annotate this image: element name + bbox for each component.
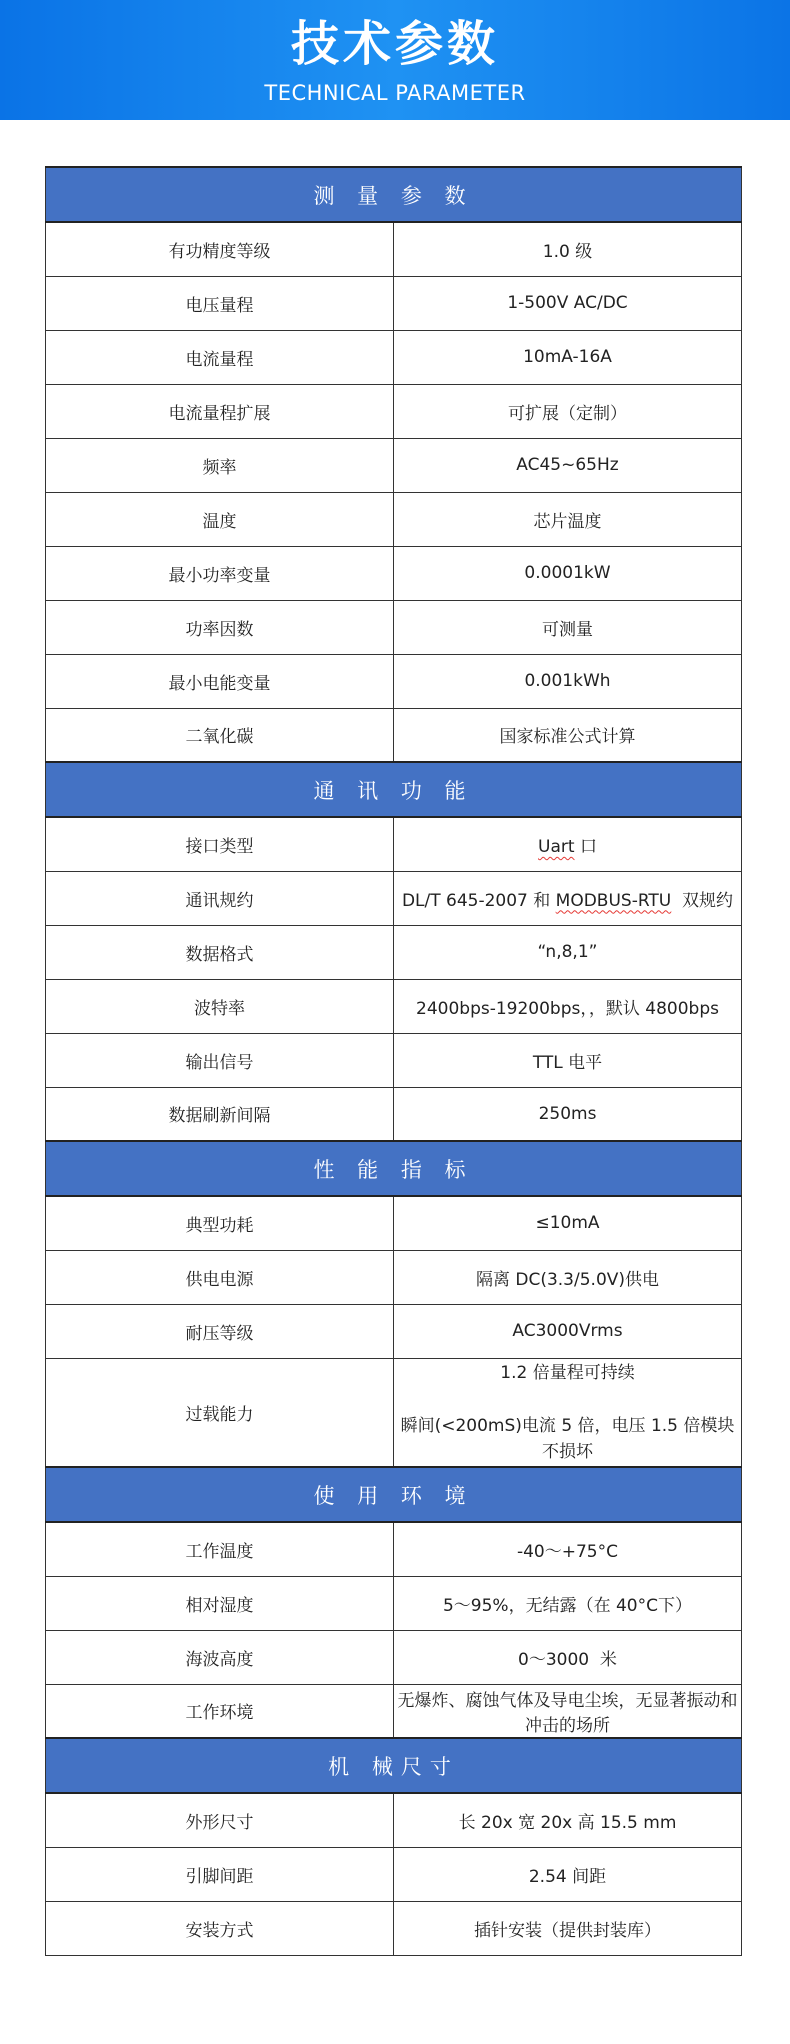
row-label: 通讯规约: [46, 871, 394, 925]
row-value: 5～95%，无结露（在 40°C下）: [394, 1576, 742, 1630]
row-label: 安装方式: [46, 1901, 394, 1955]
table-row: [46, 330, 742, 384]
row-label: 电流量程: [46, 330, 394, 384]
table-row: [46, 384, 742, 438]
row-value: 无爆炸、腐蚀气体及导电尘埃，无显著振动和冲击的场所: [394, 1684, 742, 1738]
row-value: 可扩展（定制）: [394, 384, 742, 438]
row-value: 芯片温度: [394, 492, 742, 546]
row-value: -40～+75°C: [394, 1522, 742, 1576]
row-label: 工作环境: [46, 1684, 394, 1738]
row-value-part: 双规约: [671, 890, 734, 911]
row-value: 2.54 间距: [394, 1847, 742, 1901]
table-row: [46, 1250, 742, 1304]
table-row: [46, 1793, 742, 1847]
table-row: [46, 1847, 742, 1901]
row-value: 0～3000 米: [394, 1630, 742, 1684]
row-value-part: DL/T 645-2007 和: [401, 890, 556, 911]
row-label: 有功精度等级: [46, 222, 394, 276]
table-row: [46, 1684, 742, 1738]
row-label: 引脚间距: [46, 1847, 394, 1901]
table-row: [46, 1304, 742, 1358]
table-row: [46, 1358, 742, 1467]
row-value: 0.0001kW: [394, 546, 742, 600]
row-label: 二氧化碳: [46, 708, 394, 762]
header-banner: [0, 0, 790, 120]
row-value: [394, 871, 742, 925]
row-value-part: 口: [574, 836, 597, 857]
row-label: 接口类型: [46, 817, 394, 871]
section-title: 测 量 参 数: [46, 167, 742, 222]
table-row: [46, 1576, 742, 1630]
row-value: ≤10mA: [394, 1196, 742, 1250]
row-label: 供电电源: [46, 1250, 394, 1304]
table-row: [46, 546, 742, 600]
table-row: [46, 708, 742, 762]
row-value: 1.0 级: [394, 222, 742, 276]
row-label: 波特率: [46, 979, 394, 1033]
row-value: 隔离 DC(3.3/5.0V)供电: [394, 1250, 742, 1304]
row-value: 10mA-16A: [394, 330, 742, 384]
row-value: 1-500V AC/DC: [394, 276, 742, 330]
table-row: [46, 1196, 742, 1250]
spec-table: [45, 166, 742, 1956]
row-label: 温度: [46, 492, 394, 546]
row-value: AC3000Vrms: [394, 1304, 742, 1358]
row-value: “n,8,1”: [394, 925, 742, 979]
table-row: [46, 492, 742, 546]
row-label: 电流量程扩展: [46, 384, 394, 438]
table-row: [46, 1033, 742, 1087]
table-row: [46, 654, 742, 708]
table-row: [46, 1087, 742, 1141]
row-label: 频率: [46, 438, 394, 492]
section-header-measurement: [46, 167, 742, 222]
row-value-part: Uart: [538, 836, 575, 857]
row-value-line: 1.2 倍量程可持续: [500, 1362, 635, 1383]
row-value: [394, 1358, 742, 1467]
row-label: 海波高度: [46, 1630, 394, 1684]
table-row: [46, 1901, 742, 1955]
table-row: [46, 222, 742, 276]
row-label: 最小功率变量: [46, 546, 394, 600]
row-label: 工作温度: [46, 1522, 394, 1576]
table-row: [46, 979, 742, 1033]
row-label: 相对湿度: [46, 1576, 394, 1630]
row-label: 过载能力: [46, 1358, 394, 1467]
table-row: [46, 925, 742, 979]
row-value: TTL 电平: [394, 1033, 742, 1087]
row-label: 外形尺寸: [46, 1793, 394, 1847]
row-value-line: 瞬间(<200mS)电流 5 倍，电压 1.5 倍模块不损坏: [400, 1415, 735, 1462]
row-label: 典型功耗: [46, 1196, 394, 1250]
row-value: 长 20x 宽 20x 高 15.5 mm: [394, 1793, 742, 1847]
section-title: 性 能 指 标: [46, 1141, 742, 1196]
section-header-performance: [46, 1141, 742, 1196]
section-title: 机 械尺寸: [46, 1738, 742, 1793]
row-label: 功率因数: [46, 600, 394, 654]
section-header-mechanical: [46, 1738, 742, 1793]
row-label: 电压量程: [46, 276, 394, 330]
page-subtitle: TECHNICAL PARAMETER: [264, 81, 526, 105]
section-title: 通 讯 功 能: [46, 762, 742, 817]
page-title: 技术参数: [290, 16, 499, 72]
row-label: 最小电能变量: [46, 654, 394, 708]
table-row: [46, 438, 742, 492]
table-row: [46, 1630, 742, 1684]
row-value: 2400bps-19200bps，，默认 4800bps: [394, 979, 742, 1033]
table-row: [46, 817, 742, 871]
table-row: [46, 871, 742, 925]
row-label: 数据刷新间隔: [46, 1087, 394, 1141]
section-header-environment: [46, 1467, 742, 1522]
row-value-part: MODBUS-RTU: [555, 890, 672, 911]
table-row: [46, 276, 742, 330]
section-title: 使 用 环 境: [46, 1467, 742, 1522]
table-row: [46, 1522, 742, 1576]
row-value: 插针安装（提供封装库）: [394, 1901, 742, 1955]
row-value: [394, 817, 742, 871]
row-value: 可测量: [394, 600, 742, 654]
row-label: 数据格式: [46, 925, 394, 979]
section-header-communication: [46, 762, 742, 817]
table-row: [46, 600, 742, 654]
row-value: AC45~65Hz: [394, 438, 742, 492]
row-label: 输出信号: [46, 1033, 394, 1087]
row-value: 250ms: [394, 1087, 742, 1141]
row-label: 耐压等级: [46, 1304, 394, 1358]
row-value: 国家标准公式计算: [394, 708, 742, 762]
row-value: 0.001kWh: [394, 654, 742, 708]
